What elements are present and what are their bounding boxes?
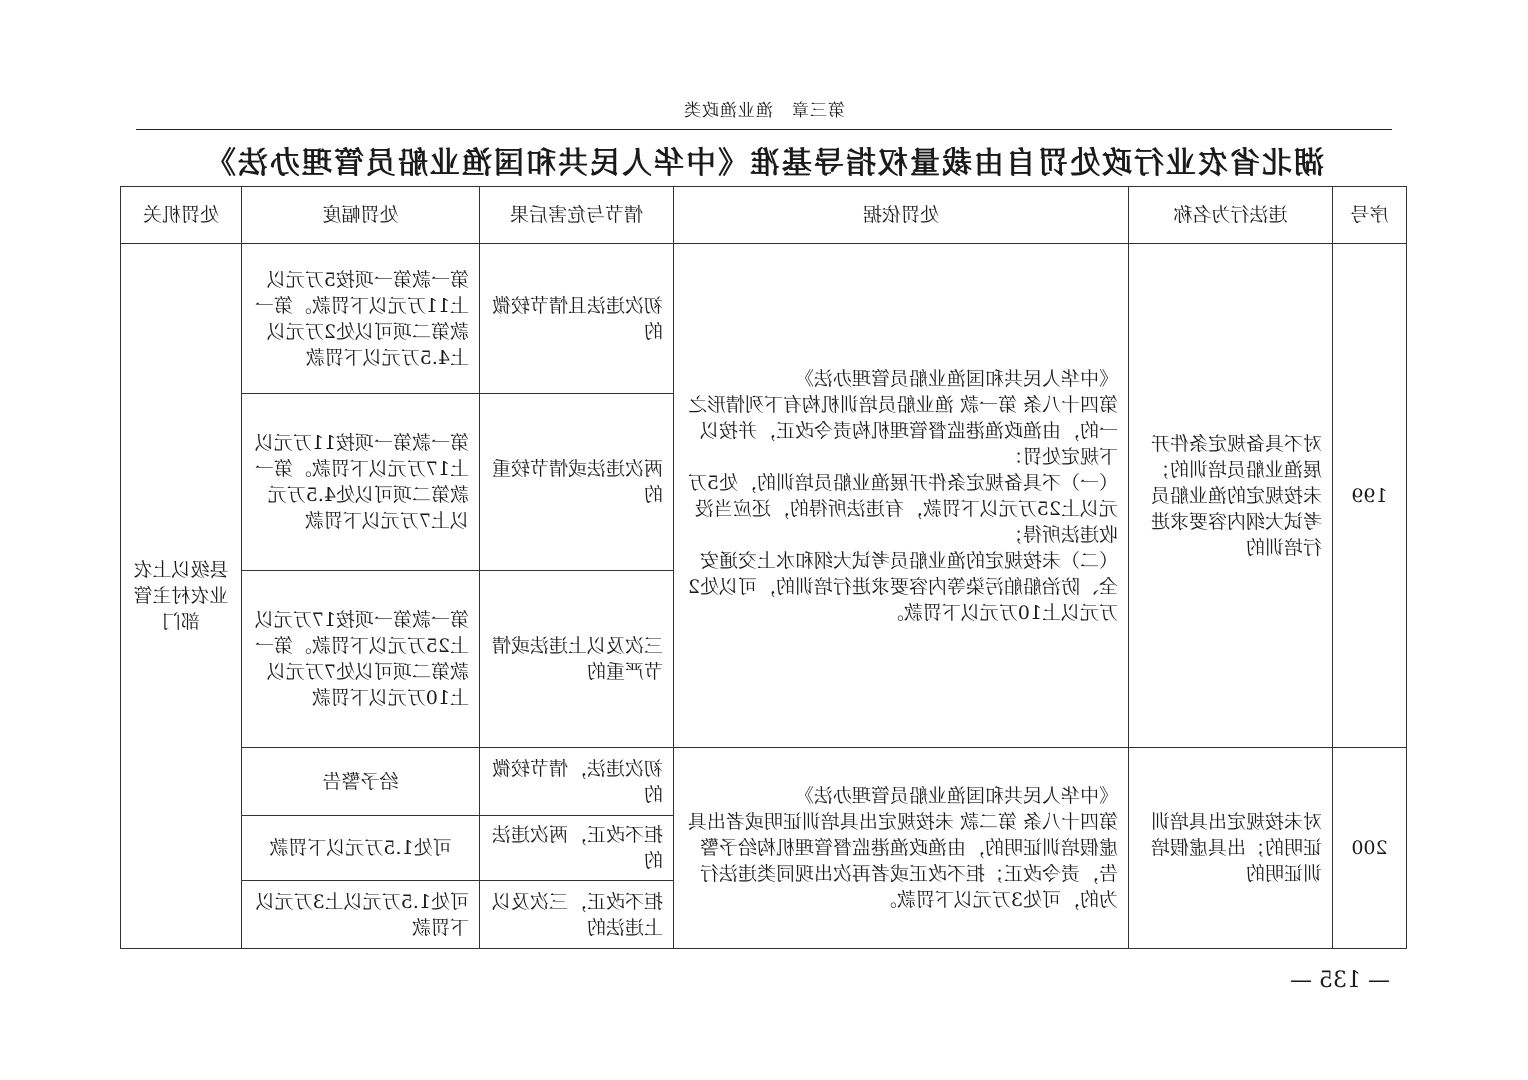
penalty-range: 第一款第一项按5万元以上11万元以下罚款。第一款第二项可以处2万元以上4.5万元以下罚款 — [242, 244, 480, 394]
column-header-violation: 违法行为名称 — [1129, 187, 1333, 244]
column-header-basis: 处罚依据 — [674, 187, 1129, 244]
entry-number: 200 — [1333, 748, 1407, 949]
penalty-authority: 县级以上农业农村主管部门 — [121, 244, 242, 949]
circumstance: 拒不改正，两次违法的 — [480, 816, 674, 881]
column-header-circumstance: 情节与危害后果 — [480, 187, 674, 244]
penalty-range: 可处1.5万元以下罚款 — [242, 816, 480, 881]
circumstance: 初次违法，情节较微的 — [480, 748, 674, 816]
table-row — [121, 748, 1407, 816]
entry-number: 199 — [1333, 244, 1407, 748]
penalty-range: 可处1.5万元以上3万元以下罚款 — [242, 881, 480, 949]
circumstance: 三次及以上违法或情节严重的 — [480, 571, 674, 748]
table-header-row — [121, 187, 1407, 244]
circumstance: 初次违法且情节较微的 — [480, 244, 674, 394]
penalty-basis: 《中华人民共和国渔业船员管理办法》 第四十八条 第二款 未按规定出具培训证明或者出具虚假培训证明的，由渔政渔港监督管理机构给予警告，责令改正；拒不改正或者再次出现同类违法行为的，可处3万元以下罚款。 — [674, 748, 1129, 949]
violation-name: 对不具备规定条件开展渔业船员培训的；未按规定的渔业船员考试大纲内容要求进行培训的 — [1129, 244, 1333, 748]
penalty-range: 第一款第一项按11万元以上17万元以下罚款。第一款第二项可以处4.5万元以上7万元以下罚款 — [242, 394, 480, 571]
penalty-range: 第一款第一项按17万元以上25万元以下罚款。第一款第二项可以处7万元以上10万元以下罚款 — [242, 571, 480, 748]
discretion-table — [120, 186, 1407, 949]
penalty-basis: 《中华人民共和国渔业船员管理办法》 第四十八条 第一款 渔业船员培训机构有下列情形之一的，由渔政渔港监督管理机构责令改正，并按以下规定处罚： （一）不具备规定条件开展渔业船员培训的，处5万元以上25万元以下罚款，有违法所得的，还应当没收违法所得； （二）未按规定的渔业船员考试大纲和水上交通安全、防治船舶污染等内容要求进行培训的，可以处2万元以上10万元以下罚款。 — [674, 244, 1129, 748]
column-header-authority: 处罚机关 — [121, 187, 242, 244]
column-header-penalty: 处罚幅度 — [242, 187, 480, 244]
penalty-range: 给予警告 — [242, 748, 480, 816]
table-row — [121, 244, 1407, 394]
circumstance: 拒不改正，三次及以上违法的 — [480, 881, 674, 949]
page-number: — 135 — — [1290, 968, 1390, 993]
column-header-number: 序号 — [1333, 187, 1407, 244]
circumstance: 两次违法或情节较重的 — [480, 394, 674, 571]
running-header: 第三章 渔业渔政类 — [683, 101, 845, 121]
violation-name: 对未按规定出具培训证明的；出具虚假培训证明的 — [1129, 748, 1333, 949]
header-rule — [136, 129, 1392, 130]
document-title: 湖北省农业行政处罚自由裁量权指导基准《中华人民共和国渔业船员管理办法》 — [204, 146, 1324, 181]
